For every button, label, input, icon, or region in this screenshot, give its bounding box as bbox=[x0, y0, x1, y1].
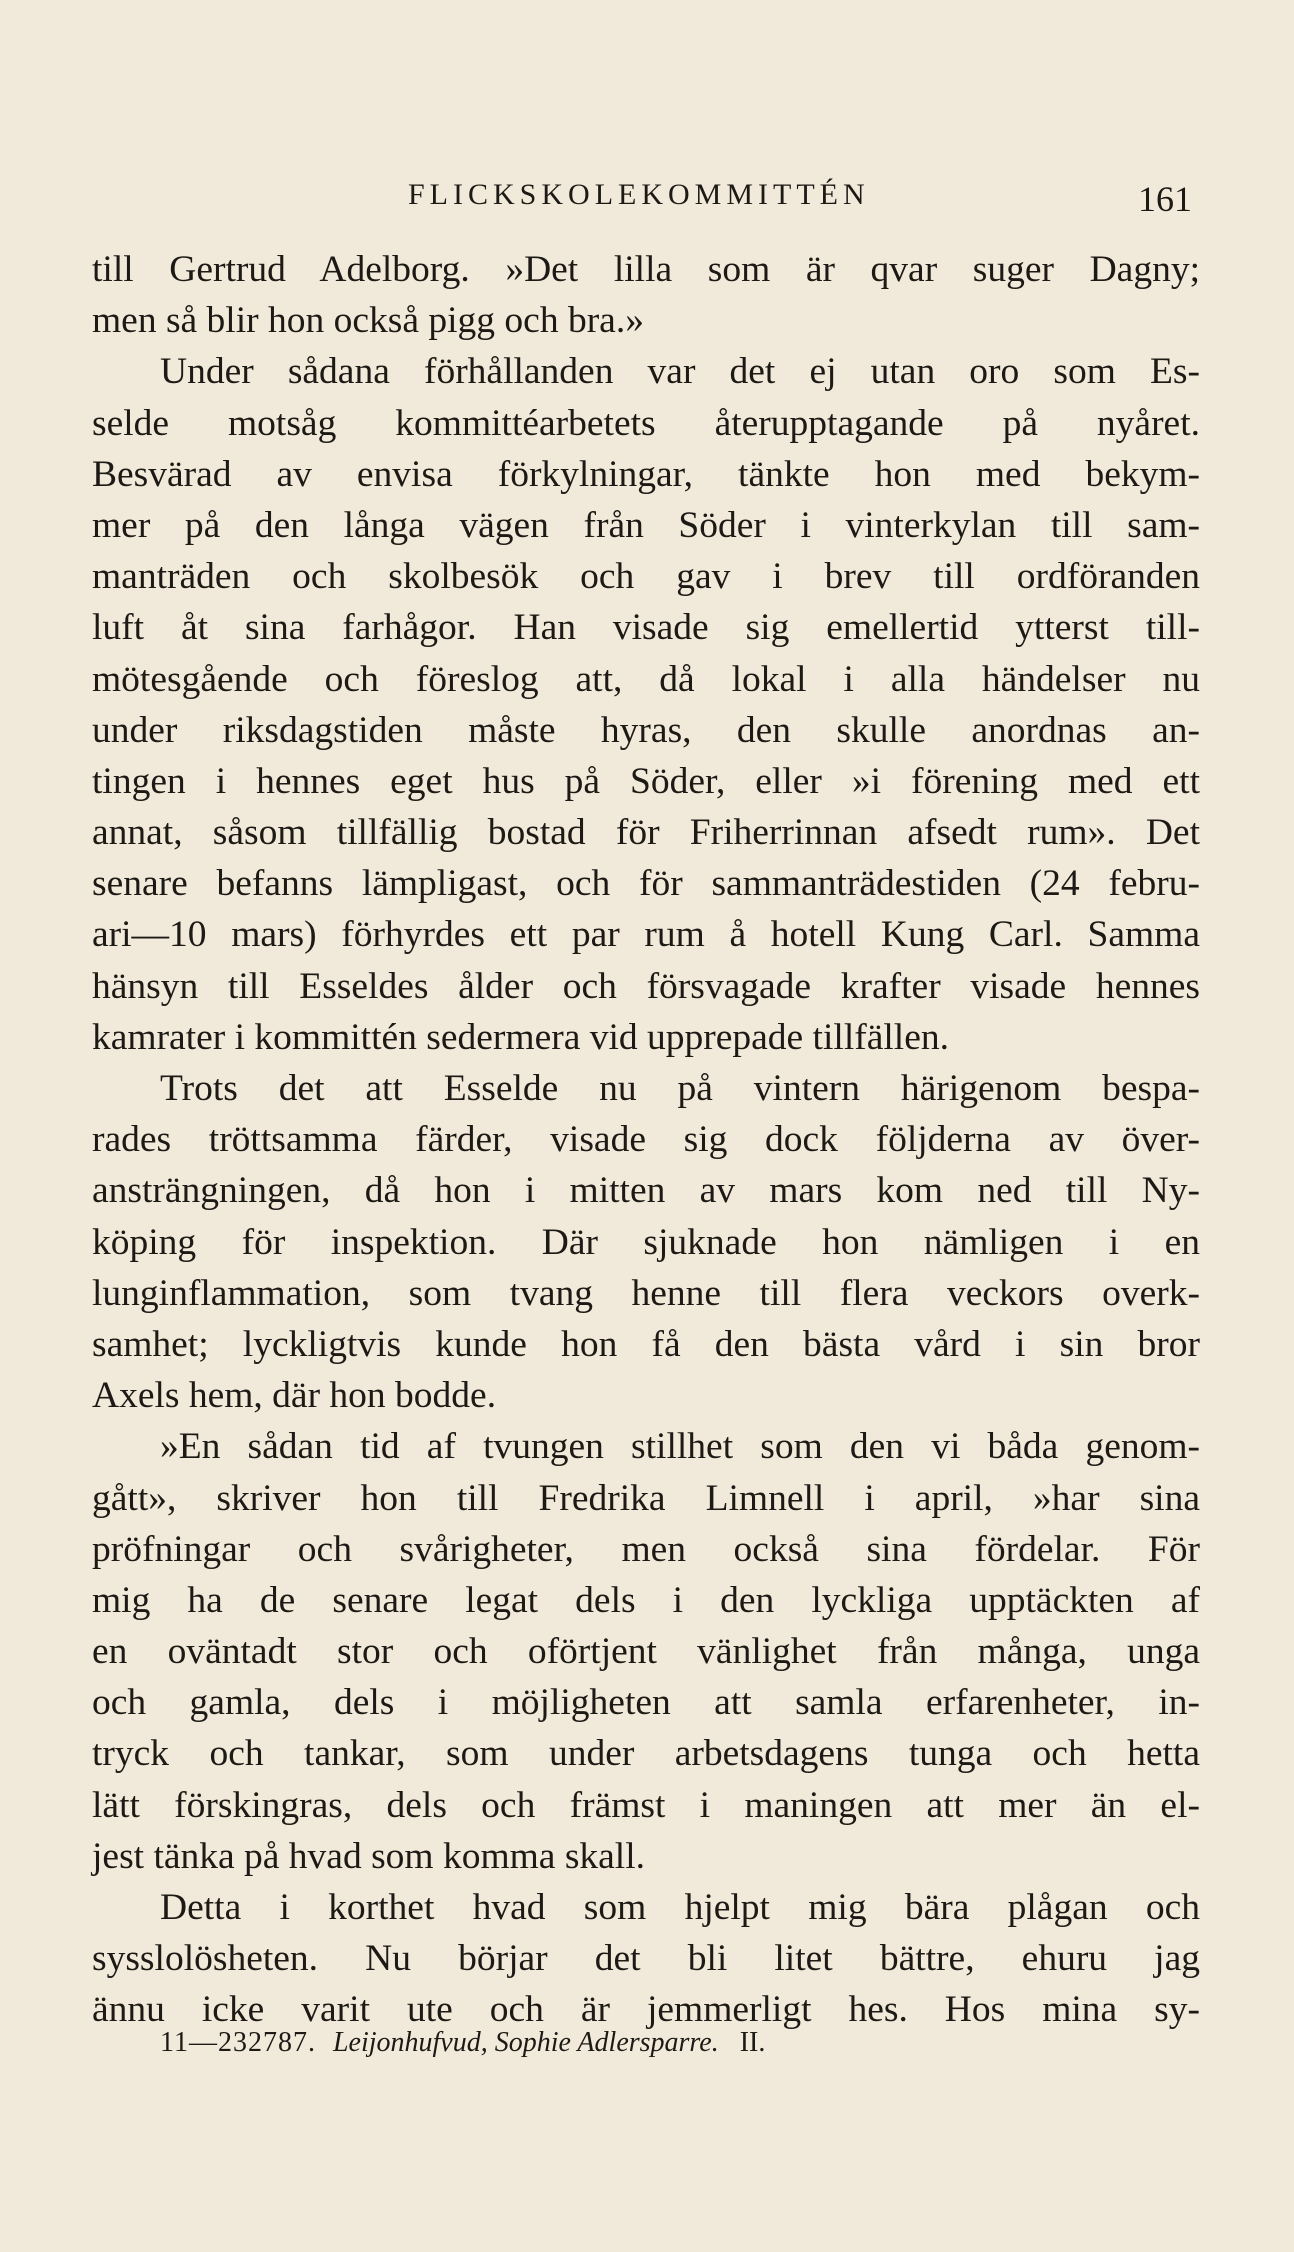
text-line: ansträngningen, då hon i mitten av mars kom ned till Ny- bbox=[92, 1170, 1200, 1212]
text-line: hänsyn till Esseldes ålder och försvagade krafter visade hennes bbox=[92, 965, 1200, 1007]
text-line: lunginflammation, som tvang henne till flera veckors overk- bbox=[92, 1272, 1200, 1314]
text-line: köping för inspektion. Där sjuknade hon nämligen i en bbox=[92, 1221, 1200, 1263]
text-line: kamrater i kommittén sedermera vid upprepade tillfällen. bbox=[92, 1016, 949, 1058]
text-line: en oväntadt stor och oförtjent vänlighet från många, unga bbox=[92, 1631, 1200, 1673]
text-line: Under sådana förhållanden var det ej utan oro som Es- bbox=[160, 351, 1200, 393]
text-line: under riksdagstiden måste hyras, den skulle anordnas an- bbox=[92, 709, 1200, 751]
text-line: senare befanns lämpligast, och för sammanträdestiden (24 febru- bbox=[92, 863, 1200, 905]
text-line: mer på den långa vägen från Söder i vinterkylan till sam- bbox=[92, 504, 1200, 546]
text-line: manträden och skolbesök och gav i brev till ordföranden bbox=[92, 556, 1200, 598]
text-line: Trots det att Esselde nu på vintern härigenom bespa- bbox=[160, 1068, 1200, 1109]
text-line: Axels hem, där hon bodde. bbox=[92, 1375, 497, 1417]
text-line: sysslolösheten. Nu börjar det bli litet bättre, ehuru jag bbox=[92, 1938, 1200, 1980]
text-line: tryck och tankar, som under arbetsdagens tunga och hetta bbox=[92, 1733, 1200, 1775]
text-line: ännu icke varit ute och är jemmerligt hes. Hos mina sy- bbox=[92, 1989, 1200, 2031]
page-header bbox=[408, 178, 1192, 222]
text-line: ari—10 mars) förhyrdes ett par rum å hotell Kung Carl. Samma bbox=[92, 914, 1200, 956]
body-text bbox=[92, 244, 1200, 2036]
text-line: mötesgående och föreslog att, då lokal i alla händelser nu bbox=[92, 658, 1200, 700]
text-line: pröfningar och svårigheter, men också sina fördelar. För bbox=[92, 1528, 1200, 1570]
text-line: luft åt sina farhågor. Han visade sig emellertid ytterst till- bbox=[92, 607, 1200, 649]
text-line: men så blir hon också pigg och bra.» bbox=[92, 300, 644, 342]
page-number: 161 bbox=[1138, 179, 1192, 219]
text-line: och gamla, dels i möjligheten att samla erfarenheter, in- bbox=[92, 1682, 1200, 1724]
text-line: Besvärad av envisa förkylningar, tänkte hon med bekym- bbox=[92, 453, 1200, 495]
text-line: annat, såsom tillfällig bostad för Friherrinnan afsedt rum». Det bbox=[92, 812, 1200, 854]
text-line: gått», skriver hon till Fredrika Limnell i april, »har sina bbox=[92, 1477, 1200, 1519]
text-line: Detta i korthet hvad som hjelpt mig bära plågan och bbox=[160, 1887, 1200, 1928]
text-line: jest tänka på hvad som komma skall. bbox=[92, 1835, 646, 1877]
text-line: samhet; lyckligtvis kunde hon få den bästa vård i sin bror bbox=[92, 1323, 1200, 1365]
book-citation: Leijonhufvud, Sophie Adlersparre. bbox=[332, 2027, 719, 2058]
volume-number: II. bbox=[739, 2027, 766, 2058]
text-line: »En sådan tid af tvungen stillhet som den vi båda genom- bbox=[160, 1426, 1200, 1468]
text-line: till Gertrud Adelborg. »Det lilla som är qvar suger Dagny; bbox=[92, 249, 1200, 290]
text-line: lätt förskingras, dels och främst i maningen att mer än el- bbox=[92, 1784, 1200, 1826]
text-line: mig ha de senare legat dels i den lyckliga upptäckten af bbox=[92, 1579, 1200, 1621]
text-line: tingen i hennes eget hus på Söder, eller »i förening med ett bbox=[92, 760, 1200, 802]
page-footer bbox=[160, 2027, 765, 2059]
running-head: FLICKSKOLEKOMMITTÉN bbox=[408, 178, 870, 211]
signature-mark: 11—232787. bbox=[160, 2027, 316, 2058]
text-line: selde motsåg kommittéarbetets återupptagande på nyåret. bbox=[92, 402, 1200, 444]
text-line: rades tröttsamma färder, visade sig dock följderna av över- bbox=[92, 1119, 1200, 1161]
